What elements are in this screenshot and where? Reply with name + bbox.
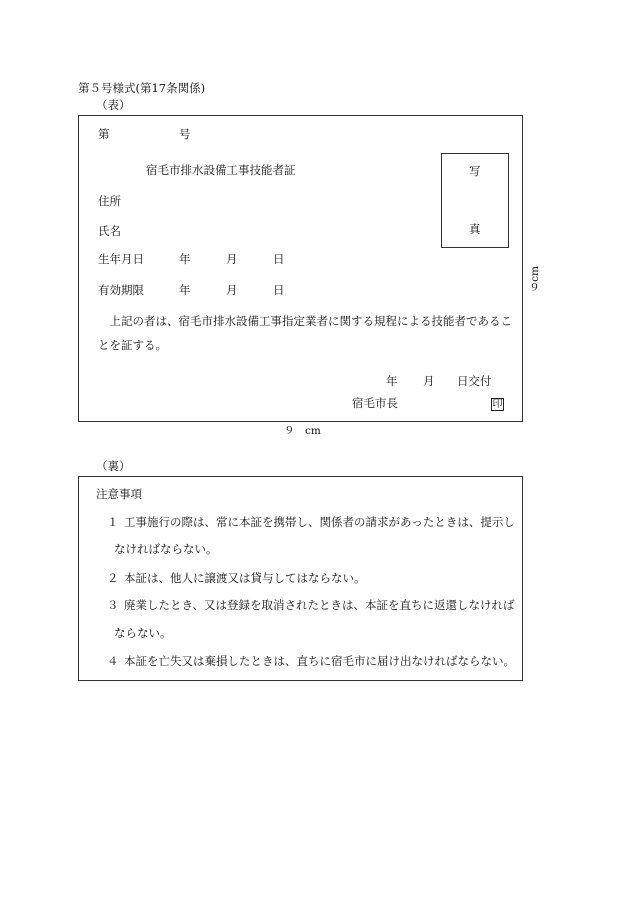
note-3-number: ３ bbox=[107, 598, 119, 612]
front-label: （表） bbox=[96, 98, 131, 112]
validity-label: 有効期限 bbox=[98, 283, 144, 297]
address-label: 住所 bbox=[98, 194, 121, 208]
note-2-line-1: 本証は、他人に譲渡又は貸与してはならない。 bbox=[124, 571, 366, 585]
photo-label-char2: 真 bbox=[469, 222, 481, 236]
form-title: 第５号様式(第17条関係) bbox=[78, 81, 206, 95]
number-prefix: 第 bbox=[98, 127, 110, 141]
note-4-number: ４ bbox=[107, 654, 119, 668]
number-suffix: 号 bbox=[179, 127, 191, 141]
issue-month-unit: 月 bbox=[423, 374, 435, 388]
notes-heading: 注意事項 bbox=[96, 487, 142, 501]
note-3-line-2: ならない。 bbox=[114, 626, 172, 640]
valid-day-unit: 日 bbox=[273, 283, 285, 297]
valid-year-unit: 年 bbox=[179, 283, 191, 297]
height-dimension-label: ６cm bbox=[529, 266, 541, 293]
valid-month-unit: 月 bbox=[226, 283, 238, 297]
seal-mark: 印 bbox=[492, 399, 503, 410]
note-4-line-1: 本証を亡失又は棄損したときは、直ちに宿毛市に届け出なければならない。 bbox=[124, 654, 515, 668]
birth-day-unit: 日 bbox=[273, 252, 285, 266]
note-2-number: ２ bbox=[107, 571, 119, 585]
issuer-title: 宿毛市長 bbox=[352, 396, 398, 410]
name-label: 氏名 bbox=[98, 224, 121, 238]
back-label: （裏） bbox=[96, 459, 131, 473]
issue-day-unit: 日交付 bbox=[457, 374, 492, 388]
statement-line-1: 上記の者は、宿毛市排水設備工事指定業者に関する規程による技能者であるこ bbox=[98, 314, 512, 328]
note-1-line-1: 工事施行の際は、常に本証を携帯し、関係者の請求があったときは、提示し bbox=[124, 515, 515, 529]
width-dimension-label: ９ cm bbox=[284, 425, 321, 437]
issue-year-unit: 年 bbox=[386, 374, 398, 388]
birth-month-unit: 月 bbox=[226, 252, 238, 266]
birth-year-unit: 年 bbox=[179, 252, 191, 266]
note-1-number: １ bbox=[107, 515, 119, 529]
statement-line-2: とを証する。 bbox=[98, 338, 167, 352]
birthdate-label: 生年月日 bbox=[98, 252, 144, 266]
note-3-line-1: 廃業したとき、又は登録を取消されたときは、本証を直ちに返還しなければ bbox=[124, 598, 515, 612]
note-1-line-2: なければならない。 bbox=[114, 542, 218, 556]
photo-label-char1: 写 bbox=[469, 164, 481, 178]
certificate-title: 宿毛市排水設備工事技能者証 bbox=[146, 163, 296, 177]
